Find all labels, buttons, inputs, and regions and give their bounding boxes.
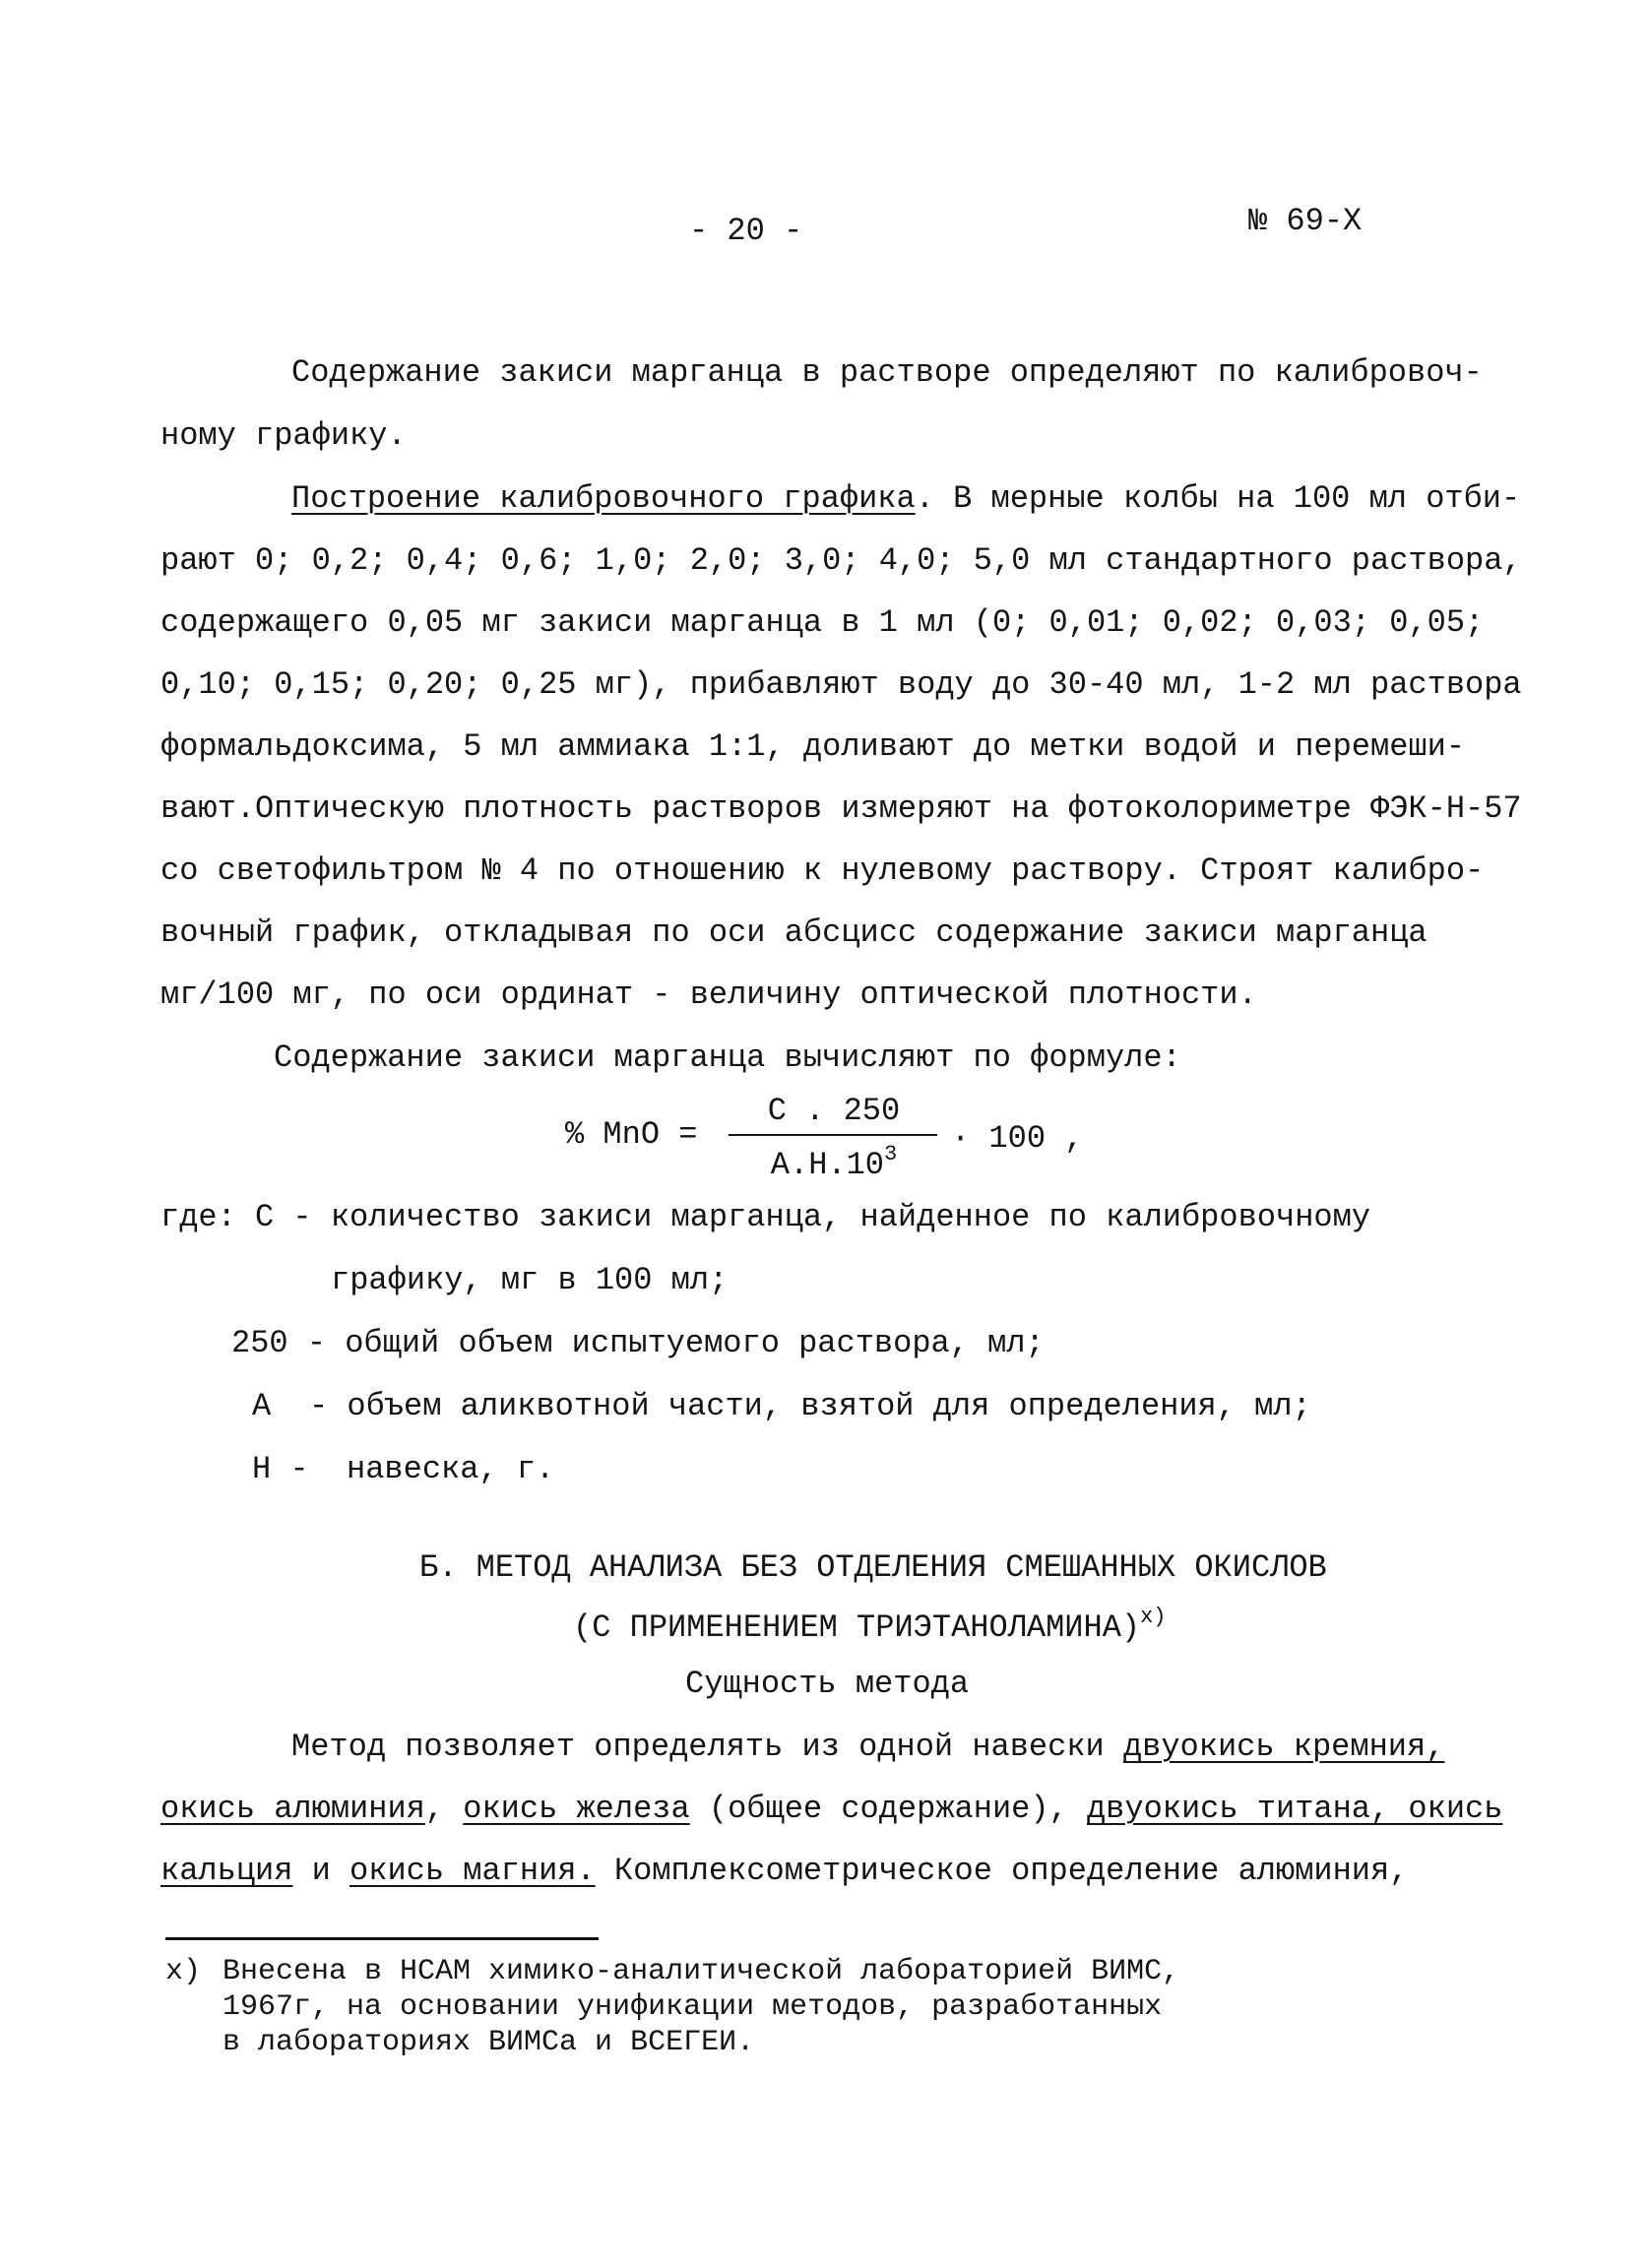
paragraph-line: окись алюминия, окись железа (общее содержание), двуокись титана, окись <box>160 1791 1503 1827</box>
formula-denominator: $А.Н.10^3$ <box>770 1142 898 1183</box>
footnote-separator <box>165 1937 599 1940</box>
paragraph-line: мг/100 мг, по оси ординат - величину оптической плотности. <box>160 976 1257 1013</box>
paragraph-line: Построение калибровочного графика. В мерные колбы на 100 мл отби- <box>291 480 1521 517</box>
footnote-line: в лабораториях ВИМСа и ВСЕГЕИ. <box>222 2026 755 2059</box>
paragraph-line: 0,10; 0,15; 0,20; 0,25 мг), прибавляют воду до 30-40 мл, 1-2 мл раствора <box>160 666 1522 703</box>
section-heading-underlined: Построение калибровочного графика <box>291 480 916 517</box>
paragraph-line: содержащего 0,05 мг закиси марганца в 1 мл (0; 0,01; 0,02; 0,03; 0,05; <box>160 604 1485 641</box>
paragraph-line: вают.Оптическую плотность растворов измеряют на фотоколориметре ФЭК-Н-57 <box>160 790 1522 827</box>
paragraph-line: ному графику. <box>160 417 407 454</box>
paragraph-line: формальдоксима, 5 мл аммиака 1:1, доливают до метки водой и перемеши- <box>160 728 1466 765</box>
paragraph-line: рают 0; 0,2; 0,4; 0,6; 1,0; 2,0; 3,0; 4,0; 5,0 мл стандартного раствора, <box>160 542 1522 579</box>
section-title: (С ПРИМЕНЕНИЕМ ТРИЭТАНОЛАМИНА)$^{х)}$ <box>573 1605 1167 1646</box>
paragraph-line: вочный график, откладывая по оси абсцисс содержание закиси марганца <box>160 914 1428 951</box>
document-number: № 69-Х <box>1248 203 1363 239</box>
definition-line: навеска, г. <box>347 1451 555 1487</box>
section-subtitle: Сущность метода <box>685 1666 970 1702</box>
paragraph-line: со светофильтром № 4 по отношению к нулевому раствору. Строят калибро- <box>160 852 1485 889</box>
formula-numerator: C . 250 <box>767 1093 901 1129</box>
definition-line: графику, мг в 100 мл; <box>331 1262 729 1298</box>
footnote-line: 1967г, на основании унификации методов, разработанных <box>222 1990 1163 2024</box>
definition-line: - объем аликвотной части, взятой для определения, мл; <box>309 1388 1311 1424</box>
paragraph-line: Содержание закиси марганца вычисляют по формуле: <box>274 1040 1181 1076</box>
formula-rhs: · 100 , <box>951 1120 1084 1157</box>
section-title: Б. МЕТОД АНАЛИЗА БЕЗ ОТДЕЛЕНИЯ СМЕШАННЫХ ОКИСЛОВ <box>419 1549 1327 1586</box>
definition-symbol: А <box>252 1388 272 1424</box>
definition-line: где: С - количество закиси марганца, найденное по калибровочному <box>160 1199 1370 1235</box>
definition-line: 250 - общий объем испытуемого раствора, мл; <box>231 1325 1045 1361</box>
formula-lhs: % MnO = <box>565 1116 698 1153</box>
fraction-bar <box>729 1134 937 1136</box>
footnote-marker: х) <box>165 1955 202 1988</box>
footnote-line: Внесена в НСАМ химико-аналитической лабораторией ВИМС, <box>222 1955 1180 1988</box>
definition-symbol: Н - <box>252 1451 309 1487</box>
paragraph-line: кальция и окись магния. Комплексометрическое определение алюминия, <box>160 1853 1409 1889</box>
paragraph-line: Метод позволяет определять из одной навески двуокись кремния, <box>291 1729 1445 1765</box>
paragraph-line: Содержание закиси марганца в растворе определяют по калибровоч- <box>291 354 1483 391</box>
page-number: - 20 - <box>689 213 803 249</box>
